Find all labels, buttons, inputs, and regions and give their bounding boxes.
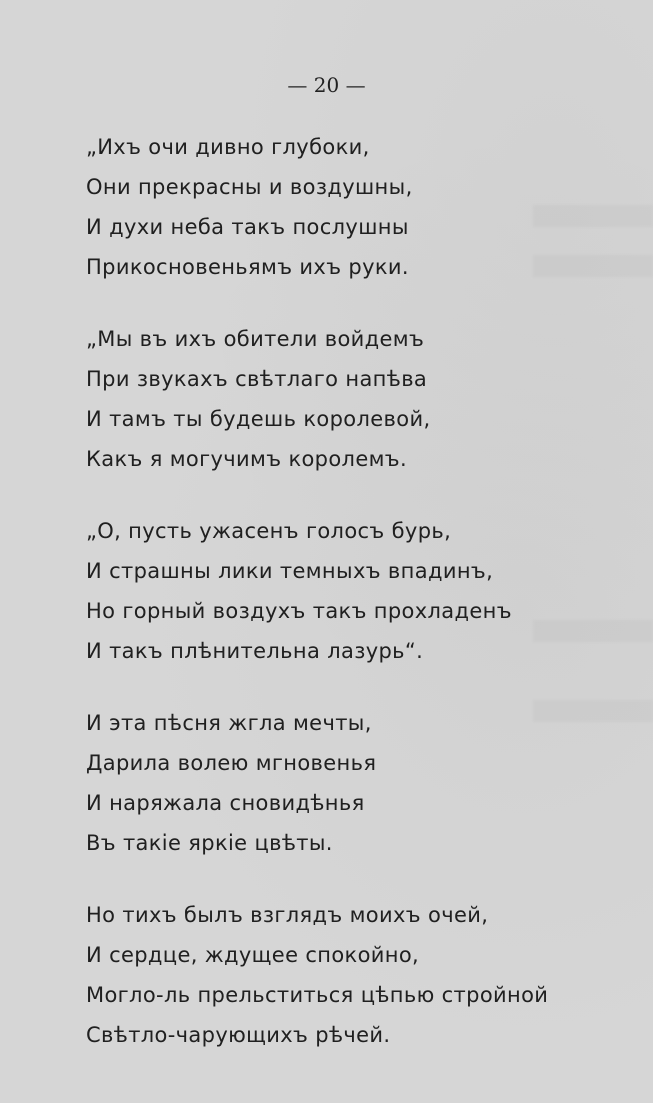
poem-line: Они прекрасны и воздушны,	[86, 175, 413, 199]
page-number: — 20 —	[287, 73, 366, 97]
poem-line: Прикосновеньямъ ихъ руки.	[86, 255, 409, 279]
poem-line: Свѣтло-чарующихъ рѣчей.	[86, 1023, 391, 1047]
poem-line: Могло-ль прельститься цѣпью стройной	[86, 983, 549, 1007]
poem-line: И тамъ ты будешь королевой,	[86, 407, 431, 431]
stanza	[86, 895, 626, 1055]
poem-line: „Ихъ очи дивно глубоки,	[86, 135, 370, 159]
poem-line: Но горный воздухъ такъ прохладенъ	[86, 599, 512, 623]
poem-line: „О, пусть ужасенъ голосъ бурь,	[86, 519, 452, 543]
poem-line: И такъ плѣнительна лазурь“.	[86, 639, 424, 663]
stanza	[86, 703, 626, 863]
poem-line: И духи неба такъ послушны	[86, 215, 409, 239]
poem-line: Въ такiе яркiе цвѣты.	[86, 831, 333, 855]
stanza	[86, 511, 626, 671]
stanza	[86, 127, 626, 287]
poem-line: И страшны лики темныхъ впадинъ,	[86, 559, 494, 583]
poem-line: „Мы въ ихъ обители войдемъ	[86, 327, 425, 351]
poem-line: И эта пѣсня жгла мечты,	[86, 711, 372, 735]
poem	[86, 127, 626, 1087]
stanza	[86, 319, 626, 479]
poem-line: Какъ я могучимъ королемъ.	[86, 447, 408, 471]
poem-line: И наряжала сновидѣнья	[86, 791, 365, 815]
poem-line: Но тихъ былъ взглядъ моихъ очей,	[86, 903, 489, 927]
poem-line: И сердце, ждущее спокойно,	[86, 943, 420, 967]
poem-line: Дарила волею мгновенья	[86, 751, 377, 775]
poem-line: При звукахъ свѣтлаго напѣва	[86, 367, 428, 391]
